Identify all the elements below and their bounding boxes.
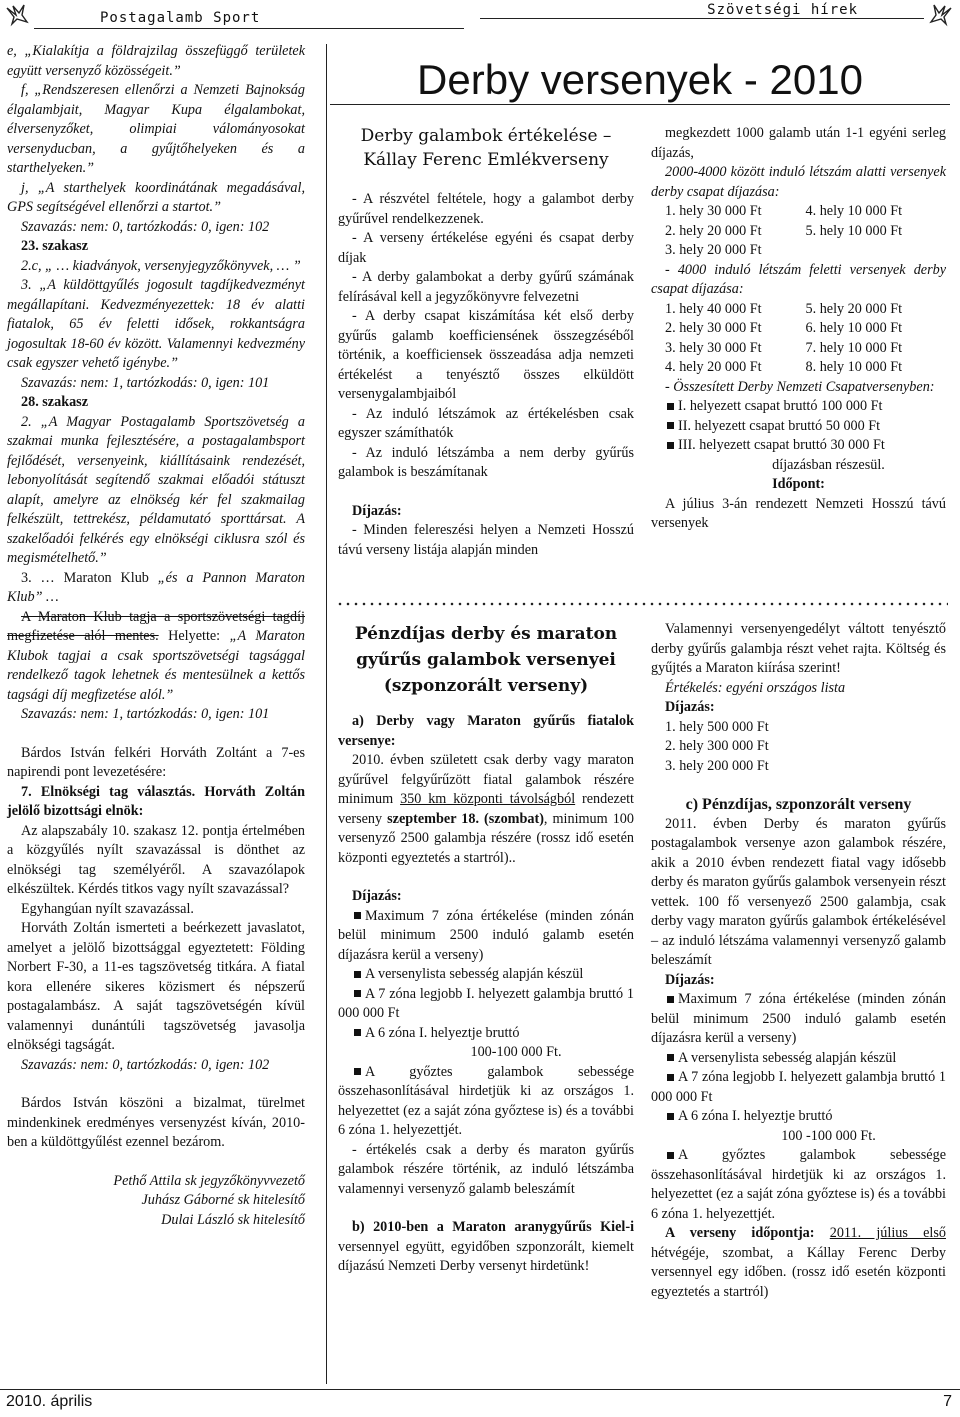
section-28-3 <box>7 569 305 608</box>
c3b-r1: 1. hely 500 000 Ft <box>665 718 769 735</box>
section-28-2: 2. „A Magyar Postagalamb Sportszövetség a szakmai munka fejlesztésére, a postagalambsport fejlődését, versenyeink, kiállításaink rendezését, lebonyolítását segítendő szakmai előadói státuszt alapít, amelyre az elnökség kér fel szakmailag felkészült, tettrekész, példamutató sporttársat. A szakelőadói felkérés egy elnökségi ciklusra szól és megismételhető.” <box>7 413 305 566</box>
header-right-title: Szövetségi hírek <box>707 2 858 18</box>
derby-p2: - A verseny értékelése egyéni és csapat derby díjak <box>338 230 634 266</box>
c3b-r3: 3. hely 200 000 Ft <box>665 757 769 774</box>
page-title: Derby versenyek - 2010 <box>417 56 863 103</box>
derby-evaluation-column <box>338 190 634 560</box>
c3b-r2: 2. hely 300 000 Ft <box>665 738 769 754</box>
prize-cell: 3. hely 20 000 Ft <box>665 242 762 258</box>
money-race-title-3: (szponzorált verseny) <box>383 676 589 696</box>
c3b-evaluation: Értékelés: egyéni országos lista <box>665 679 846 696</box>
bardos-request: Bárdos István felkéri Horváth Zoltánt a 7-es napirendi pont levezetésére: <box>7 744 305 780</box>
bullet-square-icon <box>667 442 674 449</box>
c-item-4: A 6 zóna I. helyeztje bruttó <box>651 1107 946 1127</box>
bylaw-text: Az alapszabály 10. szakasz 12. pontja értelmében a közgyűlés nyílt szavazással is dönthet az elnökségi tag személyéről. A szavazólapok elkészültek. Kérdés titkos vagy nyílt szavazással? <box>7 822 305 897</box>
team-prize-2: II. helyezett csapat bruttó 50 000 Ft <box>651 417 946 437</box>
a-item-4: A 6 zóna I. helyeztje bruttó <box>338 1024 634 1044</box>
c3-p3: - 4000 induló létszám feletti versenyek derby csapat díjazása: <box>651 261 946 297</box>
footer-date: 2010. április <box>6 1393 93 1410</box>
prize-cell: 1. hely 40 000 Ft <box>665 300 762 317</box>
prize-cell: 5. hely 20 000 Ft <box>805 300 903 317</box>
section-c-prizes: Díjazás: <box>665 971 715 988</box>
section-b: b) 2010-ben a Maraton aranygyűrűs Kiel-i versennyel együtt, egyidőben szponzorált, kiemelt díjazású Nemzeti Derby versenyt hirdetünk! <box>338 1219 635 1274</box>
c3-p4: - Összesített Derby Nemzeti Csapatversenyben: <box>665 378 935 395</box>
prize-cell: 4. hely 20 000 Ft <box>665 359 762 375</box>
distance-link: 350 km központi távolságból <box>400 791 576 807</box>
section-c-title: c) Pénzdíjas, szponzorált verseny <box>685 796 912 813</box>
bullet-square-icon <box>667 1152 674 1159</box>
c3-p5: A július 3-án rendezett Nemzeti Hosszú távú versenyek <box>651 495 946 531</box>
derby-prizes-heading: Díjazás: <box>352 502 402 519</box>
section-23-3: 3. „A küldöttgyűlés jogosult tagdíjkedvezményt megállapítani. Kedvezményezettek: 18 év alatti fiatalok, 65 év feletti idősek, rokkantságra jogosultak 18-60 év között. Valamennyi kedvezmény csak egyszer vehető igénybe.” <box>7 277 305 371</box>
prize-cell: 2. hely 20 000 Ft <box>665 222 762 239</box>
dotted-separator <box>336 602 948 606</box>
derby-evaluation-title-1: Derby galambok értékelése – <box>360 126 612 146</box>
section-a-text: 2010. évben született csak derby vagy maraton gyűrűvel felgyűrűzött fiatal galambok részére minimum 350 km központi távolságból rendezett verseny szeptember 18. (szombat), minimum 100 versenyző 2500 galambja részére (rossz idő esetén központi egyeztetés a startról).. <box>338 752 634 866</box>
section-28: 28. szakasz <box>21 394 88 410</box>
c-item-4b: 100 -100 000 Ft. <box>781 1127 876 1144</box>
c-item-1: Maximum 7 zóna értékelése (minden zónán belül minimum 2500 induló galamb esetén díjazásra kerül a verseny) <box>651 991 946 1046</box>
prize-cell: 2. hely 30 000 Ft <box>665 320 762 336</box>
bullet-square-icon <box>667 1054 674 1061</box>
vote-1: Szavazás: nem: 0, tartózkodás: 0, igen: 102 <box>21 218 270 235</box>
date-heading: Időpont: <box>772 476 825 492</box>
page-number: 7 <box>943 1393 952 1410</box>
derby-p1: - A részvétel feltétele, hogy a galambot derby gyűrűvel rendelkezzenek. <box>338 191 634 227</box>
derby-evaluation-title-2: Kállay Ferenc Emlékverseny <box>363 150 609 170</box>
section-b-title: b) 2010-ben a Maraton aranygyűrűs <box>352 1219 592 1235</box>
prize-cell <box>806 241 947 261</box>
derby-p5: - Az induló létszámok az értékelésben csak egyszer számíthatók <box>338 405 634 441</box>
money-race-right-column <box>651 620 946 1302</box>
minutes-column <box>7 42 305 1230</box>
derby-evaluation-title <box>338 124 634 172</box>
page-header <box>0 0 960 34</box>
item-j: j, „A starthelyek koordinátának megadásával, GPS segítségével ellenőrzi a startot.” <box>7 179 305 215</box>
header-left-title: Postagalamb Sport <box>100 10 261 26</box>
a-item-4b: 100-100 000 Ft. <box>470 1044 562 1060</box>
unanimous-text: Egyhangúan nyílt szavazással. <box>21 900 194 917</box>
helyette-label: Helyette: <box>168 628 221 644</box>
prize-table-a <box>651 202 946 261</box>
derby-p7: - Minden felereszési helyen a Nemzeti Hosszú távú verseny listája alapján minden <box>338 522 634 558</box>
prize-cell: 4. hely 10 000 Ft <box>805 203 903 219</box>
prize-table-b <box>651 300 946 378</box>
section-c-text: 2011. évben Derby és maraton gyűrűs postagalambok versenye azon galambok részére, akik a 2010 évben rendezett fiatal vagy idősebb derby és maraton gyűrűs galambok versenyein részt vettek. 100 fő versenyező 2500 galambja, csak derby vagy maraton gyűrűs galambok értékelésével – az induló létszáma valamennyi versenyző galamb beleszámít <box>651 815 946 968</box>
a-item-2: A versenylista sebesség alapján készül <box>338 965 634 985</box>
prize-cell: 6. hely 10 000 Ft <box>805 320 903 336</box>
bullet-square-icon <box>667 1074 674 1081</box>
bullet-square-icon <box>354 990 361 997</box>
c-item-2: A versenylista sebesség alapján készül <box>651 1049 946 1069</box>
prize-cell: 3. hely 30 000 Ft <box>665 339 762 356</box>
signature-2: Juhász Gáborné sk hitelesítő <box>141 1192 305 1208</box>
c3-p1: megkezdett 1000 galamb után 1-1 egyéni serleg díjazás, <box>651 125 946 161</box>
money-race-column <box>338 712 634 1277</box>
signature-3: Dulai László sk hitelesítő <box>161 1211 305 1228</box>
horvath-text: Horváth Zoltán ismerteti a beérkezett javaslatot, amelyet a jelölő bizottsággal egyeztetett: Földing Norbert F-30, a 11-es tagszövetség titkára. A fiatal kora ellenére sikeres közismert és népszerű postagalambász. A saját tagszövetségén kívül valamennyi dunántúli tagszövetség javasolja elnökségi tagságát. <box>7 920 305 1053</box>
bullet-square-icon <box>667 403 674 410</box>
struck-text: A Maraton Klub tagja a sportszövetségi tagdíj megfizetése alól mentes. <box>7 608 305 644</box>
section-a-prizes: Díjazás: <box>352 888 402 904</box>
c3b-p1: Valamennyi versenyengedélyt váltott tenyésztő derby gyűrűs galambja részt vehet rajta. Költség és gyűjtés a Maraton kiírása szerint! <box>651 621 946 676</box>
vote-2: Szavazás: nem: 1, tartózkodás: 0, igen: 101 <box>21 374 270 391</box>
prize-cell: 7. hely 10 000 Ft <box>805 339 903 356</box>
column-divider <box>326 44 327 1384</box>
a-item-3: A 7 zóna legjobb I. helyezett galambja bruttó 1 000 000 Ft <box>338 985 634 1021</box>
section-a-title: a) Derby vagy Maraton gyűrűs fiatalok versenye: <box>338 713 634 749</box>
derby-prizes-column <box>651 124 946 534</box>
c3-p2: 2000-4000 között induló létszám alatti versenyek derby csapat díjazása: <box>651 164 946 200</box>
race-date: szeptember 18. (szombat) <box>387 810 544 827</box>
helyette-text: „A Maraton Klubok tagjai a csak sportszövetségi tagsággal rendelkező tagok lehetnek és mentesülnek a kettős tagsági díj megfizetése alól.” <box>7 628 305 703</box>
item-e: e, „Kialakítja a földrajzilag összefüggő területek együtt versenyző közösségeit.” <box>7 43 305 79</box>
a-item-1: Maximum 7 zóna értékelése (minden zónán belül minimum 2500 induló galamb esetén díjazásra kerül a verseny) <box>338 907 634 963</box>
pigeon-logo-icon <box>4 2 30 28</box>
pigeon-logo-icon <box>928 2 954 28</box>
header-rule-right <box>480 18 924 19</box>
prize-cell: 1. hely 30 000 Ft <box>665 203 762 219</box>
section-23: 23. szakasz <box>21 238 88 254</box>
title-rule <box>330 104 950 105</box>
section-28-change <box>7 608 305 706</box>
bullet-square-icon <box>667 1113 674 1120</box>
vote-3: Szavazás: nem: 1, tartózkodás: 0, igen: 101 <box>21 706 270 722</box>
bullet-square-icon <box>667 996 674 1003</box>
bullet-square-icon <box>354 1068 361 1075</box>
team-prize-1: I. helyezett csapat bruttó 100 000 Ft <box>651 397 946 417</box>
money-race-title <box>338 621 634 699</box>
bullet-square-icon <box>667 422 674 429</box>
a-item-5: A győztes galambok sebessége összehasonlításával hirdetjük ki az országos 1. helyezettet (ez a saját zóna győztese is) és a további 6 zóna 1. helyezettjét. <box>338 1063 634 1138</box>
a-evaluation: - értékelés csak a derby és maraton gyűrűs galambok részére történik, az induló létszámba valamennyi versenyző galamb beleszámít <box>338 1141 634 1197</box>
signature-1: Pethő Attila sk jegyzőkönyvvezető <box>113 1172 305 1189</box>
derby-p3: - A derby galambokat a derby gyűrű számának felírásával kell a jegyzőkönyvre felvezetni <box>338 269 634 305</box>
section-28-3-a: 3. … Maraton Klub <box>21 569 149 586</box>
bardos-closing: Bárdos István köszöni a bizalmat, türelmet mindenkinek eredményes versenyzést kíván, 2010-ben a küldöttgyűlést ezennel bezárom. <box>7 1095 305 1150</box>
kiel-label: Kiel-i <box>600 1219 635 1235</box>
c3b-prizes: Díjazás: <box>665 699 715 715</box>
team-prize-note: díjazásban részesül. <box>772 456 885 473</box>
bullet-square-icon <box>354 1029 361 1036</box>
header-rule-left <box>34 28 464 29</box>
bullet-square-icon <box>354 912 361 919</box>
c-item-5: A győztes galambok sebessége összehasonlításával hirdetjük ki az országos 1. helyezettet (ez a saját zóna győztese is) és a további 6 zóna 1. helyezettjét. <box>651 1147 946 1222</box>
item-f: f, „Rendszeresen ellenőrzi a Nemzeti Bajnokság élgalambjait, Magyar Kupa élgalambokat, élversenyzőket, olimpiai válományosokat versenyducban, a gyűjtőhelyeken és a starthelyeken.” <box>7 82 305 176</box>
prize-cell: 5. hely 10 000 Ft <box>805 222 903 239</box>
c-item-3: A 7 zóna legjobb I. helyezett galambja bruttó 1 000 000 Ft <box>651 1069 946 1105</box>
derby-p4: - A derby csapat kiszámítása két első derby gyűrűs galamb koefficiensének összegzéséből történik, a koefficiensek összeadása adja nemzeti értékelést a tenyésztő összes elküldött versenygalambjaiból <box>338 308 634 402</box>
bullet-square-icon <box>354 971 361 978</box>
section-23-2c: 2.c, „ … kiadványok, versenyjegyzőkönyvek, … ” <box>21 257 301 274</box>
derby-p6: - Az induló létszámba a nem derby gyűrűs galambok is beszámítanak <box>338 444 634 480</box>
race-time: A verseny időpontja: 2011. július első hétvégéje, szombat, a Kállay Ferenc Derby versennyel egy időben. (rossz idő esetén központi egyeztetés a startról) <box>651 1225 946 1300</box>
team-prize-3: III. helyezett csapat bruttó 30 000 Ft <box>651 436 946 456</box>
prize-cell: 8. hely 10 000 Ft <box>805 359 903 375</box>
vote-4: Szavazás: nem: 0, tartózkodás: 0, igen: 102 <box>21 1056 270 1073</box>
race-time-label: A verseny időpontja: <box>665 1225 815 1241</box>
section-28-3-b: „és a Pannon Maraton Klub” … <box>7 569 305 605</box>
footer-rule <box>0 1389 960 1390</box>
election-heading: 7. Elnökségi tag választás. Horváth Zoltán jelölő bizottsági elnök: <box>7 783 305 819</box>
race-time-date: 2011. július első <box>829 1225 946 1241</box>
money-race-title-1: Pénzdíjas derby és maraton <box>354 624 618 644</box>
money-race-title-2: gyűrűs galambok versenyei <box>356 650 616 670</box>
